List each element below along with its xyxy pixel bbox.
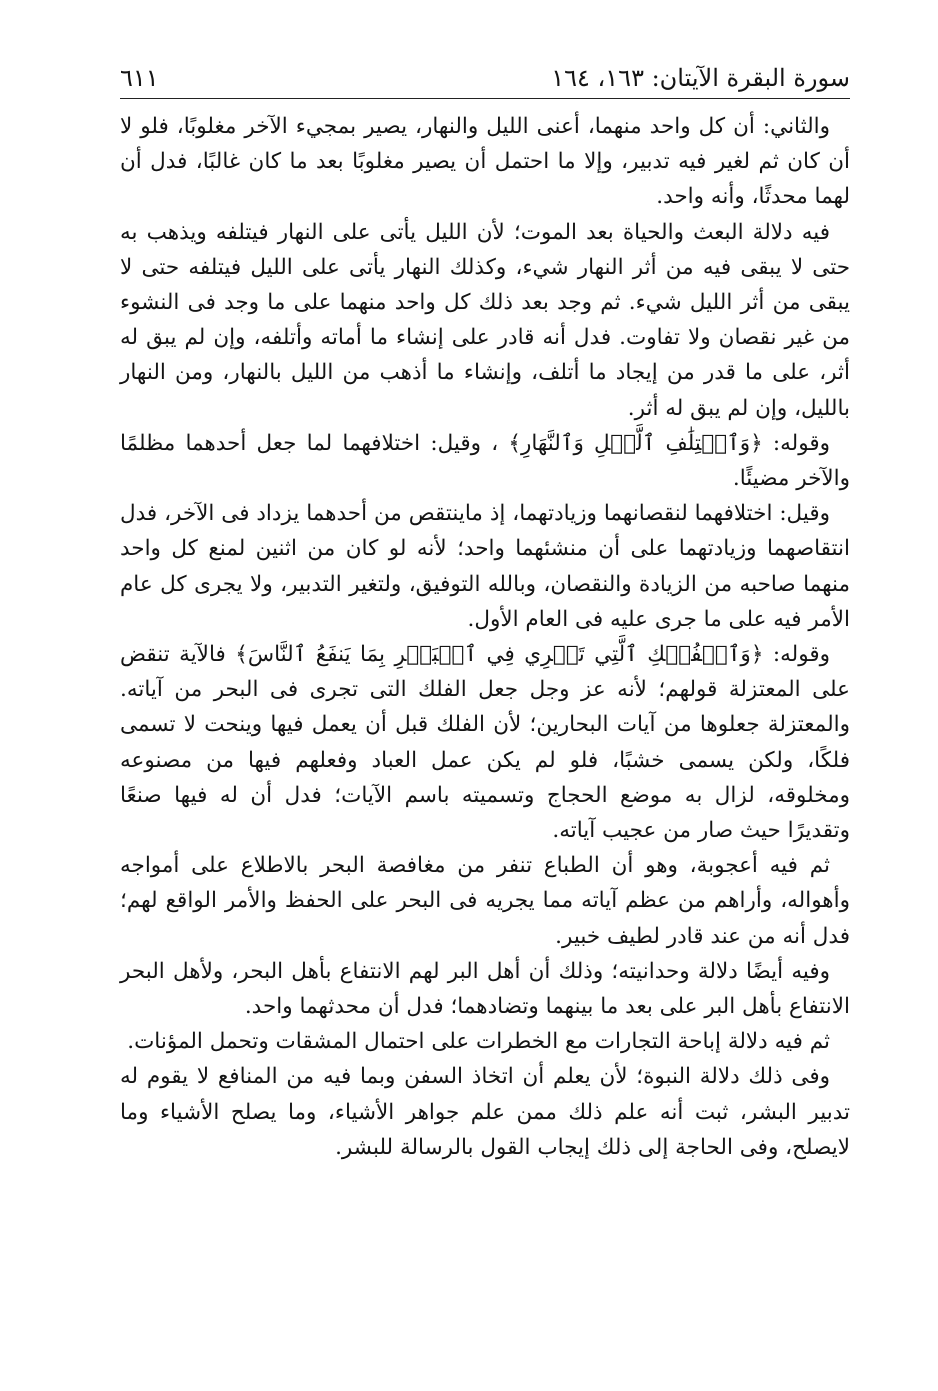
paragraph: ثم فيه أعجوبة، وهو أن الطباع تنفر من مغافصة البحر بالاطلاع على أمواجه وأهواله، وأراهم من عظم آياته مما يجريه فى البحر على الحفظ والأمر الواقع لهم؛ فدل أنه من عند قادر لطيف خبير. [120, 853, 850, 949]
book-page [120, 62, 850, 1165]
paragraph: وفيه أيضًا دلالة وحدانيته؛ وذلك أن أهل البر لهم الانتفاع بأهل البحر، ولأهل البحر الانتفاع بأهل البر على بعد ما بينهما وتضادهما؛ فدل أن محدثهما واحد. [120, 958, 850, 1020]
paragraph: فيه دلالة البعث والحياة بعد الموت؛ لأن الليل يأتى على النهار فيتلفه ويذهب به حتى لا يبقى فيه من أثر النهار شيء، وكذلك النهار يأتى على الليل فيتلفه حتى لا يبقى من أثر الليل شيء. ثم وجد بعد ذلك كل واحد منهما على ما وجد فى النشوء من غير نقصان ولا تفاوت. فدل أنه قادر على إنشاء ما أماته وأتلفه، وإن لم يبق له أثر، على ما قدر من إيجاد ما أتلف، وإنشاء ما أذهب من الليل بالنهار، ومن النهار بالليل، وإن لم يبق له أثر. [120, 219, 850, 421]
paragraph: وقيل: اختلافهما لنقصانهما وزيادتهما، إذ ماينتقص من أحدهما يزداد فى الآخر، فدل انتقاصهما وزيادتهما على أن منشئهما واحد؛ لأنه لو كان من اثنين لمنع كل واحد منهما صاحبه من الزيادة والنقصان، وبالله التوفيق، ولتغير التدبير، ولا يجرى كل عام الأمر فيه على ما جرى عليه فى العام الأول. [120, 501, 850, 632]
paragraph: ثم فيه دلالة إباحة التجارات مع الخطرات على احتمال المشقات وتحمل المؤنات. [127, 1029, 830, 1055]
body-text [120, 109, 850, 1165]
paragraph: وقوله: ﴿وَٱلۡفُلۡكِ ٱلَّتِي تَجۡرِي فِي ٱلۡبَحۡرِ بِمَا يَنفَعُ ٱلنَّاسَ﴾ فالآية تنقض على المعتزلة قولهم؛ لأنه عز وجل جعل الفلك التى تجرى فى البحر من آياته. والمعتزلة جعلوها من آيات البحارين؛ لأن الفلك قبل أن يعمل فيها وينحت لا تسمى فلكًا، ولكن يسمى خشبًا، فلو لم يكن عمل العباد وفعلهم فيها من مصنوعه ومخلوقه، لزال به موضع الحجاج وتسميته باسم الآيات؛ فدل أن له فيها صنعًا وتقديرًا حيث صار من عجيب آياته. [120, 642, 850, 844]
paragraph: وفى ذلك دلالة النبوة؛ لأن يعلم أن اتخاذ السفن وبما فيه من المنافع لا يقوم له تدبير البشر، ثبت أنه علم ذلك ممن علم جواهر الأشياء، وما يصلح الأشياء وما لايصلح، وفى الحاجة إلى ذلك إيجاب القول بالرسالة للبشر. [120, 1064, 850, 1160]
running-header [120, 62, 850, 98]
paragraph: وقوله: ﴿وَٱخۡتِلَٰفِ ٱلَّيۡلِ وَٱلنَّهَارِ﴾ ، وقيل: اختلافهما لما جعل أحدهما مظلمًا والآخر مضيئًا. [120, 430, 850, 492]
running-header-title: سورة البقرة الآيتان: ١٦٣، ١٦٤ [551, 64, 850, 92]
header-rule [120, 98, 850, 99]
paragraph: والثاني: أن كل واحد منهما، أعنى الليل والنهار، يصير بمجيء الآخر مغلوبًا، فلو لا أن كان ثم لغير فيه تدبير، وإلا ما احتمل أن يصير مغلوبًا بعد ما كان غالبًا، فدل أن لهما محدثًا، وأنه واحد. [120, 114, 850, 210]
page-number: ٦١١ [120, 64, 159, 92]
